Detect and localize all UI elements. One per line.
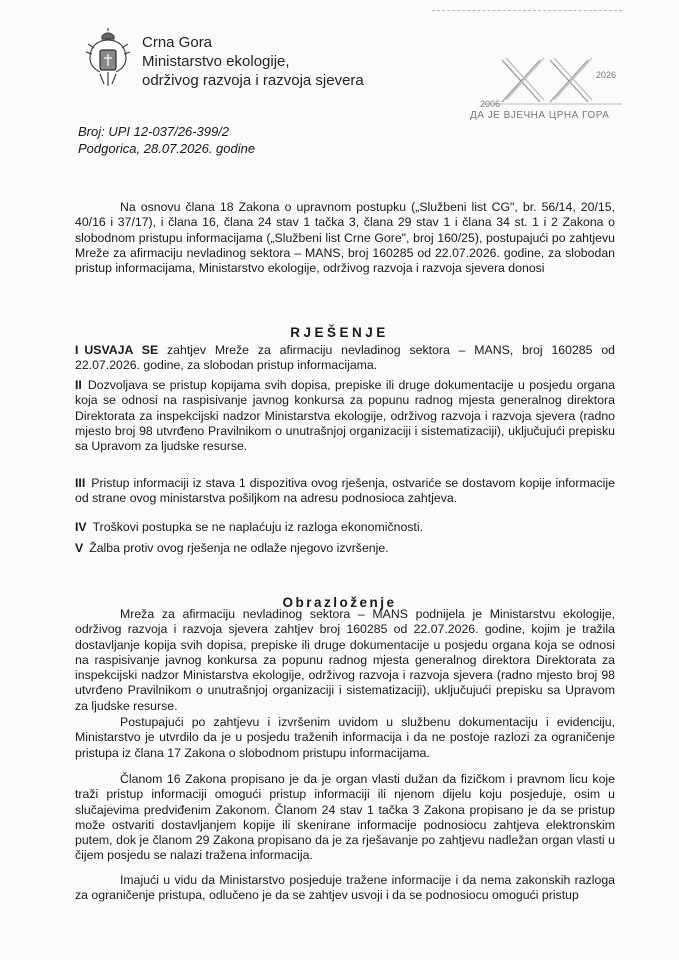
document-meta (78, 123, 255, 157)
jubilee-year-end: 2026 (596, 70, 617, 80)
organization-name (142, 33, 364, 90)
item-text: zahtjev Mreže za afirmaciju nevladinog sektora – MANS, broj 160285 od 22.07.2026. godine, za slobodan pristup informacijama. (75, 343, 615, 373)
jubilee-motto: ДА ЈЕ ВЈЕЧНА ЦРНА ГОРА (470, 110, 610, 121)
item-number: V (75, 541, 84, 555)
item-text: Troškovi postupka se ne naplaćuju iz razloga ekonomičnosti. (92, 520, 423, 534)
reasoning-heading: Obrazloženje (282, 595, 397, 610)
org-line-ministry-cont: održivog razvoja i razvoja sjevera (142, 72, 364, 89)
jubilee-year-start: 2006 (480, 99, 501, 109)
item-text: Dozvoljava se pristup kopijama svih dopisa, prepiske ili druge dokumentacije u posjedu organa koja se odnosi na raspisivanje javnog konkursa za popunu radnog mjesta generalnog direktora Direktorata za inspekcijski nadzor Ministarstva ekologije, održivog razvoja i razvoja sjevera (radno mjesto broj 98 utvrđeno Pravilnikom o unutrašnjoj organizaciji i sistematizaciji), uključujući prepisku sa Upravom za ljudske resurse. (75, 378, 615, 454)
decision-heading: RJEŠENJE (290, 325, 389, 340)
item-number: II (75, 378, 82, 392)
decision-item-3 (75, 476, 615, 507)
decision-item-2 (75, 378, 615, 454)
scan-artifact (432, 10, 622, 13)
item-text: Pristup informaciji iz stava 1 dispozitiva ovog rješenja, ostvariće se dostavom kopije informacije od strane ovog ministarstva pošiljkom na adresu podnosioca zahtjeva. (75, 476, 615, 506)
decision-item-4 (75, 520, 615, 535)
item-number: IV (75, 520, 87, 534)
item-number: I (75, 343, 79, 357)
decision-item-1 (75, 343, 615, 374)
org-line-ministry: Ministarstvo ekologije, (142, 53, 290, 70)
item-number: III (75, 476, 86, 490)
place-and-date: Podgorica, 28.07.2026. godine (78, 141, 256, 156)
org-line-country: Crna Gora (142, 34, 213, 51)
reasoning-paragraph-2: Postupajući po zahtjevu i izvršenim uvidom u službenu dokumentaciju i evidenciju, Ministarstvo je utvrdilo da je u posjedu traženih informacija i da ne postoje razlozi za ograničenje pristupa iz člana 17 Zakona o slobodnom pristupu informacijama. (75, 715, 615, 760)
reasoning-paragraph-1: Mreža za afirmaciju nevladinog sektora – MANS podnijela je Ministarstvu ekologije, održivog razvoja i razvoja sjevera zahtjev broj 160285 od 22.07.2026. godine, kojim je tražila dostavljanje kopija svih dopisa, prepiske ili druge dokumentacije u posjedu organa koja se odnosi na raspisivanje javnog konkursa za popunu radnog mjesta generalnog direktora Direktorata za inspekcijski nadzor Ministarstva ekologije, održivog razvoja i razvoja sjevera (radno mjesto broj 98 utvrđeno Pravilnikom o unutrašnjoj organizaciji i sistematizaciji), uključujući prepisku sa Upravom za ljudske resurse. (75, 607, 615, 713)
item-text: Žalba protiv ovog rješenja ne odlaže njegovo izvršenje. (89, 541, 389, 555)
item-strong-text: USVAJA SE (84, 343, 159, 357)
case-number: Broj: UPI 12-037/26-399/2 (78, 124, 230, 139)
coat-of-arms-icon (86, 28, 130, 88)
decision-item-5 (75, 541, 615, 556)
intro-text: Na osnovu člana 18 Zakona o upravnom postupku („Službeni list CG", br. 56/14, 20/15, 40/16 i 37/17), i člana 16, člana 24 stav 1 tačka 3, člana 29 stav 1 i člana 34 st. 1 i 2 Zakona o slobodnom pristupu informacijama („Službeni list Crne Gore", broj 160/25), postupajući po zahtjevu Mreže za afirmaciju nevladinog sektora – MANS, broj 160285 od 22.07.2026. godine, za slobodan pristup informacijama, Ministarstvo ekologije, održivog razvoja i razvoja sjevera donosi (75, 200, 615, 276)
intro-paragraph (75, 200, 615, 276)
reasoning-paragraph-3: Članom 16 Zakona propisano je da je organ vlasti dužan da fizičkom i pravnom licu koje traži pristup informaciji omogući pristup informaciji ili njenom dijelu koju posjeduje, osim u slučajevima predviđenim Zakonom. Članom 24 stav 1 tačka 3 Zakona propisano je da se pristup može ostvariti dostavljanjem kopije ili skenirane informacije podnosiocu zahtjeva elektronskim putem, dok je članom 29 Zakona propisano da je za rješavanje po zahtjevu nadležan organ vlasti u čijem posjedu se nalazi tražena informacija. (75, 772, 615, 863)
reasoning-paragraph-4: Imajući u vidu da Ministarstvo posjeduje tražene informacije i da nema zakonskih razloga za ograničenje pristupa, odlučeno je da se zahtjev usvoji i da se podnosiocu omogući pristup (75, 873, 615, 903)
